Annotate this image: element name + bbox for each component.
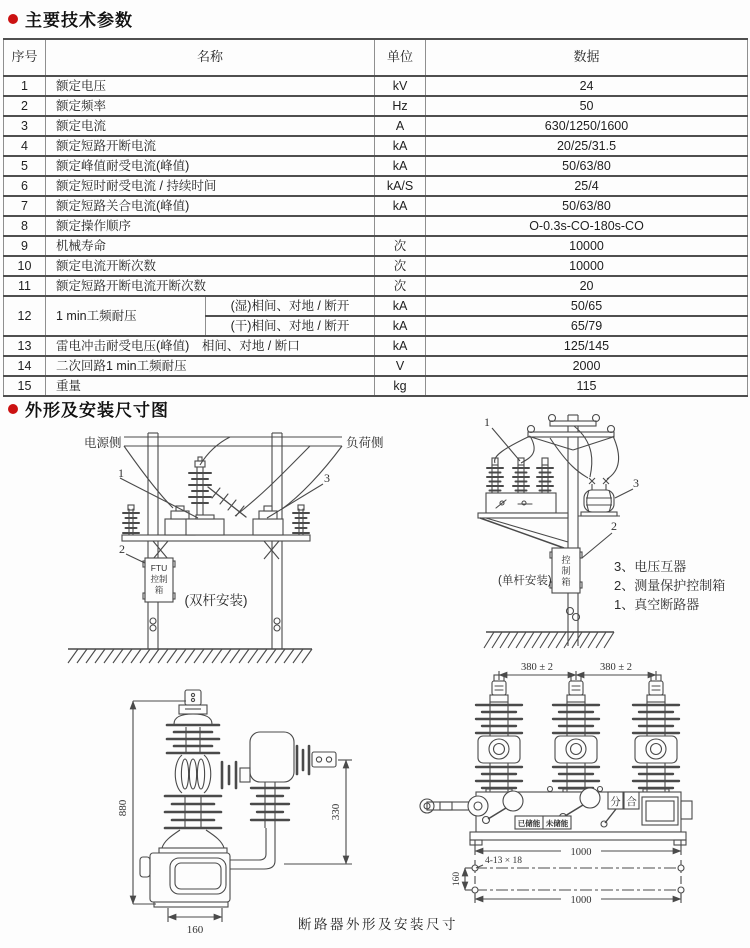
drawing-breaker-front-view [418, 658, 750, 908]
table-row [4, 196, 748, 216]
callout-1: 1 [484, 415, 490, 429]
dim-offset-330: 330 [330, 803, 342, 821]
table-row [4, 76, 748, 96]
cell-unit: kA [375, 336, 426, 356]
red-bullet-icon [8, 404, 18, 414]
table-row [4, 176, 748, 196]
cell-unit: A [375, 116, 426, 136]
table-row [4, 336, 748, 356]
end-insulator-left [123, 505, 139, 535]
header-no: 序号 [4, 39, 46, 76]
callout-2: 2 [611, 519, 617, 533]
cell-unit: 次 [375, 236, 426, 256]
close-label: 合 [626, 796, 637, 808]
dim-span-380-right: 380 ± 2 [599, 662, 633, 673]
cell-value: 10000 [426, 256, 748, 276]
cell-unit: V [375, 356, 426, 376]
cell-name: 额定短路开断电流开断次数 [46, 276, 375, 296]
cell-name: 重量 [46, 376, 375, 396]
cell-value: 10000 [426, 236, 748, 256]
label-load-side: 负荷侧 [346, 436, 384, 450]
header-name: 名称 [46, 39, 375, 76]
dim-span-380-left: 380 ± 2 [520, 662, 554, 673]
end-insulator-right [293, 505, 309, 535]
ftu-box-label-2: 控制 [150, 574, 168, 584]
red-bullet-icon [8, 14, 18, 24]
voltage-transformer [578, 478, 620, 516]
cell-name: 额定电流开断次数 [46, 256, 375, 276]
cell-no: 2 [4, 96, 46, 116]
cell-value: 125/145 [426, 336, 748, 356]
cell-name: 额定频率 [46, 96, 375, 116]
cell-name: 机械寿命 [46, 236, 375, 256]
cell-unit: 次 [375, 276, 426, 296]
cell-name: 1 min工频耐压 [46, 296, 206, 336]
control-box-label-3: 箱 [561, 577, 571, 587]
cell-name: 额定操作顺序 [46, 216, 375, 236]
drawing-double-pole-installation [60, 421, 400, 669]
table-row [4, 356, 748, 376]
cell-name: 额定电压 [46, 76, 375, 96]
table-row [4, 136, 748, 156]
cell-name: 额定峰值耐受电流(峰值) [46, 156, 375, 176]
cell-subname: (干)相间、对地 / 断开 [206, 316, 375, 336]
cell-unit: kA [375, 136, 426, 156]
cell-no: 8 [4, 216, 46, 236]
cell-name: 额定电流 [46, 116, 375, 136]
cell-value: 20 [426, 276, 748, 296]
table-row [4, 116, 748, 136]
cell-value: 115 [426, 376, 748, 396]
caption-double-pole: (双杆安装) [184, 593, 248, 608]
ftu-box-label-3: 箱 [154, 585, 164, 595]
cell-name: 额定短时耐受电流 / 持续时间 [46, 176, 375, 196]
table-row [4, 276, 748, 296]
label-source-side: 电源侧 [84, 436, 122, 450]
central-breaker [186, 457, 246, 535]
cell-no: 9 [4, 236, 46, 256]
cell-unit: kA [375, 156, 426, 176]
cell-no: 6 [4, 176, 46, 196]
dim-height-880: 880 [117, 799, 129, 817]
cell-name: 二次回路1 min工频耐压 [46, 356, 375, 376]
table-row [4, 256, 748, 276]
cell-unit: 次 [375, 256, 426, 276]
header-value: 数据 [426, 39, 748, 76]
ground-hatch [484, 632, 614, 648]
drawing-single-pole-installation [400, 408, 750, 670]
table-row [4, 216, 748, 236]
callout-2: 2 [119, 542, 125, 556]
uncharged-label: 未储能 [545, 819, 569, 828]
cell-value: O-0.3s-CO-180s-CO [426, 216, 748, 236]
cell-value: 2000 [426, 356, 748, 376]
drawing-caption: 断路器外形及安装尺寸 [298, 917, 458, 932]
caption-single-pole: (单杆安装) [498, 575, 552, 587]
cell-value: 630/1250/1600 [426, 116, 748, 136]
table-row [4, 156, 748, 176]
cell-no: 13 [4, 336, 46, 356]
control-box-label-2: 制 [561, 566, 571, 576]
section-title-text: 主要技术参数 [25, 11, 133, 30]
manual-lever [420, 796, 488, 816]
cell-no: 5 [4, 156, 46, 176]
ftu-box-label-1: FTU [150, 563, 168, 573]
parameters-table [3, 38, 748, 397]
cell-unit: kg [375, 376, 426, 396]
cell-unit: kV [375, 76, 426, 96]
cell-value: 20/25/31.5 [426, 136, 748, 156]
cell-value: 50/63/80 [426, 196, 748, 216]
pole-column [633, 675, 679, 792]
cell-unit: kA [375, 316, 426, 336]
table-row [4, 96, 748, 116]
cell-value: 50/63/80 [426, 156, 748, 176]
pot-device-right [253, 506, 283, 535]
dim-hole-height-160: 160 [452, 871, 462, 887]
cell-no: 12 [4, 296, 46, 336]
callout-3: 3 [324, 471, 330, 485]
cell-no: 3 [4, 116, 46, 136]
cell-unit [375, 216, 426, 236]
cell-value: 50 [426, 96, 748, 116]
table-row [4, 236, 748, 256]
charged-label: 已储能 [517, 819, 541, 828]
legend-item-2: 2、测量保护控制箱 [614, 578, 726, 593]
section-title-parameters [8, 6, 133, 31]
cell-value: 50/65 [426, 296, 748, 316]
cell-name: 额定短路关合电流(峰值) [46, 196, 375, 216]
cell-no: 7 [4, 196, 46, 216]
pole-column [553, 675, 599, 792]
cell-no: 10 [4, 256, 46, 276]
pole-column [476, 675, 522, 792]
section-title-dimensions [8, 396, 169, 421]
cell-value: 25/4 [426, 176, 748, 196]
open-label: 分 [610, 796, 621, 808]
dim-hole-width-1000: 1000 [570, 895, 592, 906]
cell-no: 1 [4, 76, 46, 96]
cell-value: 24 [426, 76, 748, 96]
dim-holes-label: 4-13 × 18 [485, 856, 523, 866]
section-title-text: 外形及安装尺寸图 [25, 401, 169, 420]
cell-name: 额定短路开断电流 [46, 136, 375, 156]
cell-no: 15 [4, 376, 46, 396]
cell-unit: Hz [375, 96, 426, 116]
cell-no: 11 [4, 276, 46, 296]
table-row [4, 376, 748, 396]
ground-hatch [68, 649, 312, 663]
cell-unit: kA [375, 296, 426, 316]
header-unit: 单位 [375, 39, 426, 76]
drawing-breaker-side-view [100, 688, 390, 946]
dim-width-1000: 1000 [570, 847, 592, 858]
cell-unit: kA/S [375, 176, 426, 196]
cell-no: 14 [4, 356, 46, 376]
cell-subname: (湿)相间、对地 / 断开 [206, 296, 375, 316]
dim-width-160: 160 [186, 924, 204, 936]
table-row [4, 296, 748, 316]
control-box-label-1: 控 [561, 555, 571, 565]
cell-name: 雷电冲击耐受电压(峰值) 相间、对地 / 断口 [46, 336, 375, 356]
cell-value: 65/79 [426, 316, 748, 336]
table-header-row [4, 39, 748, 76]
legend-item-3: 3、电压互器 [614, 559, 687, 574]
callout-3: 3 [633, 476, 639, 490]
legend-item-1: 1、真空断路器 [614, 597, 700, 612]
cell-unit: kA [375, 196, 426, 216]
breaker-unit [478, 458, 568, 518]
callout-1: 1 [118, 466, 124, 480]
cell-no: 4 [4, 136, 46, 156]
